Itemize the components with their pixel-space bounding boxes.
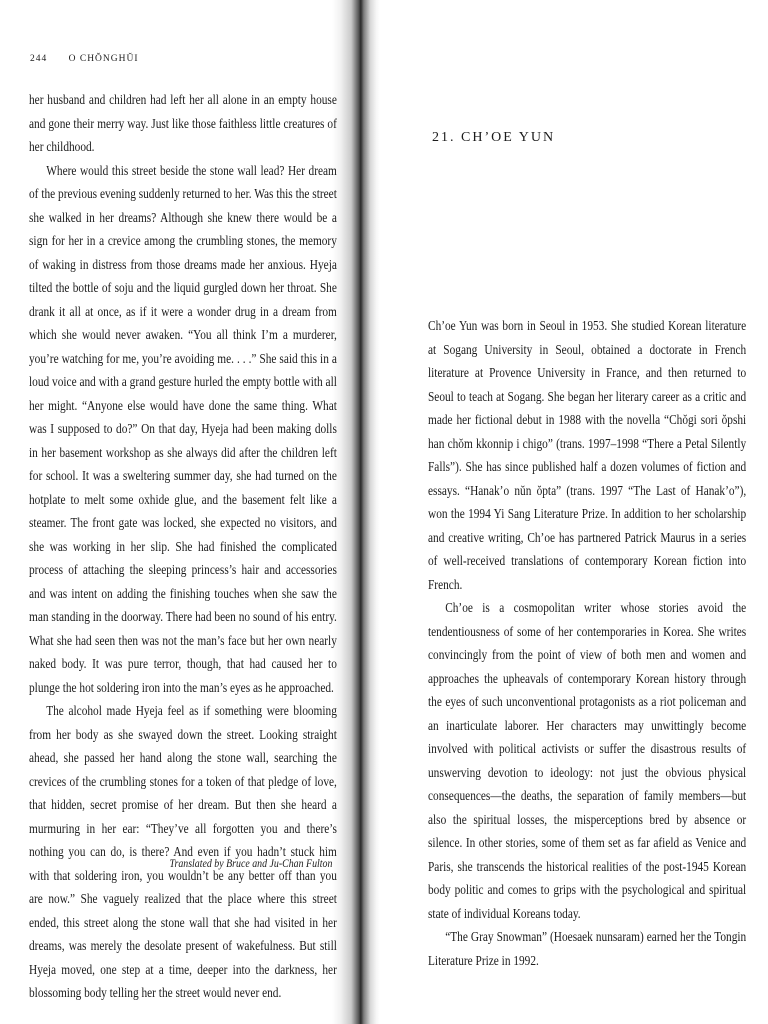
running-head-author: O CHŎNGHŬI	[68, 54, 139, 64]
chapter-title: 21. CH’OE YUN	[432, 130, 556, 145]
paragraph: Ch’oe is a cosmopolitan writer whose stories avoid the tendentiousness of some of her contemporaries in Korea. She writes convincingly from the point of view of both men and women and approaches the upheavals of contemporary Korean history through the eyes of such unconventional protagonists as a riot policeman and an inarticulate laborer. Her characters may unwittingly become involved with political activists or suffer the disastrous results of unswerving devotion to ideology: not just the obvious physical consequences—the deaths, the separation of family members—but also the spiritual losses, the misperceptions bred by absence or silence. In other stories, some of them set as far afield as Venice and Paris, she transcends the historical realities of the post-1945 Korean body politic and comes to grips with the psychological and spiritual state of individual Koreans today.	[428, 600, 747, 921]
page-number: 244	[30, 54, 48, 64]
paragraph: Where would this street beside the stone wall lead? Her dream of the previous evening suddenly returned to her. Was this the street she walked in her dreams? Although she knew there would be a sign for her in a crevice among the crumbling stones, the memory of waking in distress from those dreams made her anxious. Hyeja tilted the bottle of soju and the liquid gurgled down her throat. She drank it all at once, as if it were a wonder drug in a dream from which she would never awaken. “You all think I’m a murderer, you’re watching for me, you’re avoiding me. . . .” She said this in a loud voice and with a grand gesture hurled the empty bottle with all her might. “Anyone else would have done the same thing. What was I supposed to do?” On that day, Hyeja had been making dolls in her basement workshop as she always did after the children left for school. It was a sweltering summer day, she had turned on the hotplate to melt some oxhide glue, and the basement felt like a steamer. The front gate was locked, she expected no visitors, and she was working in her slip. She had finished the complicated process of attaching the sleeping princess’s hair and accessories and was intent on adding the finishing touches when she saw the man standing in the doorway. There had been no sound of his entry. What she had seen then was not the man’s face but her own nearly naked body. It was pure terror, though, that had caused her to plunge the hot soldering iron into the man’s eyes as he approached.	[29, 162, 337, 695]
paragraph: her husband and children had left her all alone in an empty house and gone their merry way. Just like those faithless little creatures of her childhood.	[29, 92, 337, 154]
book-gutter	[332, 0, 380, 1024]
translator-credit: Translated by Bruce and Ju-Chan Fulton	[169, 858, 332, 870]
paragraph: The alcohol made Hyeja feel as if something were blooming from her body as she swayed down the street. Looking straight ahead, she passed her hand along the stone wall, searching the crevices of the crumbling stones for a token of that pledge of love, that hidden, secret promise of her dream. But then she heard a murmuring in her ear: “They’ve all forgotten you and there’s nothing you can do, is there? And even if you hadn’t stuck him with that soldering iron, you wouldn’t be any better off than you are now.” She vaguely realized that the place where this street ended, this street along the stone wall that she had visited in her dreams, was merely the desolate present of wakefulness. But still Hyeja moved, one step at a time, deeper into the darkness, her blossoming body telling her the street would never end.	[29, 703, 337, 1000]
running-head	[30, 54, 139, 64]
paragraph: “The Gray Snowman” (Hoesaek nunsaram) earned her the Tongin Literature Prize in 1992.	[428, 929, 747, 968]
paragraph: Ch’oe Yun was born in Seoul in 1953. She studied Korean literature at Sogang University in Seoul, obtained a doctorate in French literature at Provence University in France, and then returned to Seoul to teach at Sogang. She began her literary career as a critic and made her fictional debut in 1988 with the novella “Chŏgi sori ŏpshi han chŏm kkonnip i chigo” (trans. 1997–1998 “There a Petal Silently Falls”). She has since published half a dozen volumes of fiction and essays. “Hanak’o nŭn ŏpta” (trans. 1997 “The Last of Hanak’o”), won the 1994 Yi Sang Literature Prize. In addition to her scholarship and creative writing, Ch’oe has partnered Patrick Maurus in a series of well-received translations of contemporary Korean fiction into French.	[428, 318, 747, 592]
right-body-text	[428, 314, 746, 972]
